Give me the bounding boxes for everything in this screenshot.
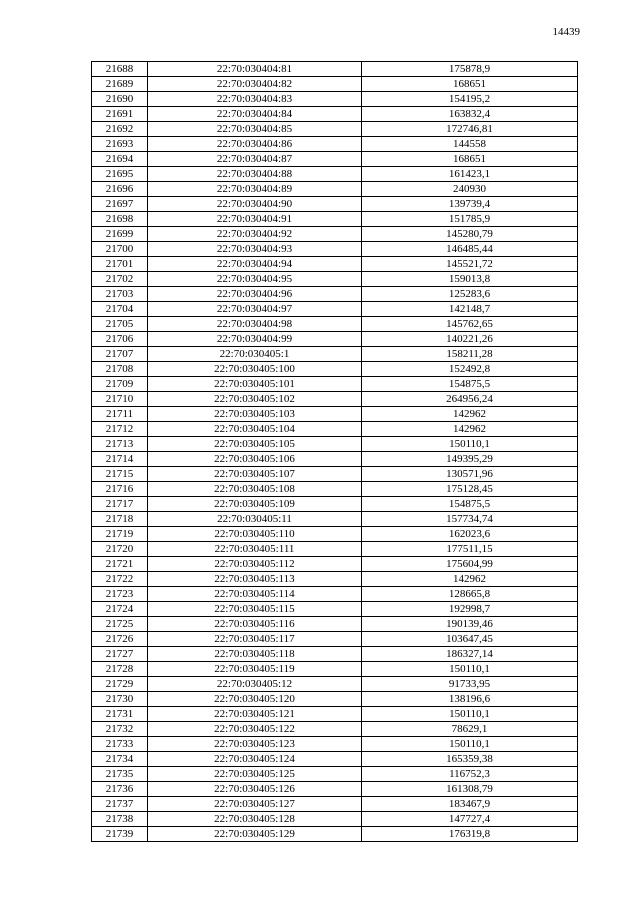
table-row bbox=[92, 152, 578, 167]
row-number-cell: 21718 bbox=[92, 512, 148, 527]
value-cell: 154195,2 bbox=[362, 92, 578, 107]
cadastral-number-cell: 22:70:030405:11 bbox=[148, 512, 362, 527]
cadastral-number-cell: 22:70:030404:99 bbox=[148, 332, 362, 347]
row-number-cell: 21730 bbox=[92, 692, 148, 707]
value-cell: 161423,1 bbox=[362, 167, 578, 182]
table-row bbox=[92, 92, 578, 107]
cadastral-number-cell: 22:70:030405:114 bbox=[148, 587, 362, 602]
cadastral-number-cell: 22:70:030404:84 bbox=[148, 107, 362, 122]
row-number-cell: 21689 bbox=[92, 77, 148, 92]
page-number: 14439 bbox=[552, 26, 580, 38]
row-number-cell: 21694 bbox=[92, 152, 148, 167]
cadastral-number-cell: 22:70:030404:87 bbox=[148, 152, 362, 167]
table-row bbox=[92, 617, 578, 632]
value-cell: 150110,1 bbox=[362, 707, 578, 722]
row-number-cell: 21720 bbox=[92, 542, 148, 557]
cadastral-number-cell: 22:70:030405:100 bbox=[148, 362, 362, 377]
table-row bbox=[92, 62, 578, 77]
table-row bbox=[92, 542, 578, 557]
row-number-cell: 21727 bbox=[92, 647, 148, 662]
value-cell: 190139,46 bbox=[362, 617, 578, 632]
table-row bbox=[92, 242, 578, 257]
table-row bbox=[92, 197, 578, 212]
cadastral-number-cell: 22:70:030404:83 bbox=[148, 92, 362, 107]
row-number-cell: 21698 bbox=[92, 212, 148, 227]
table-row bbox=[92, 812, 578, 827]
value-cell: 157734,74 bbox=[362, 512, 578, 527]
table-row bbox=[92, 797, 578, 812]
row-number-cell: 21738 bbox=[92, 812, 148, 827]
cadastral-number-cell: 22:70:030404:97 bbox=[148, 302, 362, 317]
row-number-cell: 21691 bbox=[92, 107, 148, 122]
row-number-cell: 21709 bbox=[92, 377, 148, 392]
cadastral-number-cell: 22:70:030404:98 bbox=[148, 317, 362, 332]
value-cell: 183467,9 bbox=[362, 797, 578, 812]
row-number-cell: 21732 bbox=[92, 722, 148, 737]
value-cell: 150110,1 bbox=[362, 437, 578, 452]
value-cell: 175878,9 bbox=[362, 62, 578, 77]
table-row bbox=[92, 362, 578, 377]
cadastral-number-cell: 22:70:030404:82 bbox=[148, 77, 362, 92]
table-row bbox=[92, 587, 578, 602]
value-cell: 139739,4 bbox=[362, 197, 578, 212]
table-row bbox=[92, 287, 578, 302]
table-row bbox=[92, 527, 578, 542]
table-row bbox=[92, 677, 578, 692]
cadastral-number-cell: 22:70:030405:102 bbox=[148, 392, 362, 407]
table-row bbox=[92, 212, 578, 227]
cadastral-number-cell: 22:70:030405:101 bbox=[148, 377, 362, 392]
value-cell: 91733,95 bbox=[362, 677, 578, 692]
row-number-cell: 21712 bbox=[92, 422, 148, 437]
row-number-cell: 21696 bbox=[92, 182, 148, 197]
row-number-cell: 21739 bbox=[92, 827, 148, 842]
row-number-cell: 21725 bbox=[92, 617, 148, 632]
row-number-cell: 21733 bbox=[92, 737, 148, 752]
row-number-cell: 21711 bbox=[92, 407, 148, 422]
row-number-cell: 21703 bbox=[92, 287, 148, 302]
table-row bbox=[92, 497, 578, 512]
cadastral-number-cell: 22:70:030404:92 bbox=[148, 227, 362, 242]
value-cell: 177511,15 bbox=[362, 542, 578, 557]
table-row bbox=[92, 347, 578, 362]
value-cell: 172746,81 bbox=[362, 122, 578, 137]
row-number-cell: 21715 bbox=[92, 467, 148, 482]
row-number-cell: 21706 bbox=[92, 332, 148, 347]
row-number-cell: 21726 bbox=[92, 632, 148, 647]
value-cell: 158211,28 bbox=[362, 347, 578, 362]
row-number-cell: 21700 bbox=[92, 242, 148, 257]
row-number-cell: 21707 bbox=[92, 347, 148, 362]
table-row bbox=[92, 272, 578, 287]
registry-table bbox=[91, 61, 578, 842]
cadastral-number-cell: 22:70:030404:91 bbox=[148, 212, 362, 227]
value-cell: 159013,8 bbox=[362, 272, 578, 287]
value-cell: 146485,44 bbox=[362, 242, 578, 257]
cadastral-number-cell: 22:70:030405:126 bbox=[148, 782, 362, 797]
row-number-cell: 21729 bbox=[92, 677, 148, 692]
table-row bbox=[92, 722, 578, 737]
row-number-cell: 21697 bbox=[92, 197, 148, 212]
row-number-cell: 21719 bbox=[92, 527, 148, 542]
cadastral-number-cell: 22:70:030404:88 bbox=[148, 167, 362, 182]
cadastral-number-cell: 22:70:030405:129 bbox=[148, 827, 362, 842]
table-row bbox=[92, 707, 578, 722]
table-row bbox=[92, 737, 578, 752]
cadastral-number-cell: 22:70:030404:94 bbox=[148, 257, 362, 272]
table-row bbox=[92, 182, 578, 197]
row-number-cell: 21714 bbox=[92, 452, 148, 467]
table-row bbox=[92, 572, 578, 587]
row-number-cell: 21723 bbox=[92, 587, 148, 602]
row-number-cell: 21704 bbox=[92, 302, 148, 317]
cadastral-number-cell: 22:70:030405:111 bbox=[148, 542, 362, 557]
cadastral-number-cell: 22:70:030404:96 bbox=[148, 287, 362, 302]
table-row bbox=[92, 512, 578, 527]
value-cell: 150110,1 bbox=[362, 662, 578, 677]
cadastral-number-cell: 22:70:030405:128 bbox=[148, 812, 362, 827]
value-cell: 162023,6 bbox=[362, 527, 578, 542]
value-cell: 151785,9 bbox=[362, 212, 578, 227]
cadastral-number-cell: 22:70:030405:108 bbox=[148, 482, 362, 497]
row-number-cell: 21736 bbox=[92, 782, 148, 797]
registry-table-body bbox=[92, 62, 578, 842]
row-number-cell: 21701 bbox=[92, 257, 148, 272]
value-cell: 144558 bbox=[362, 137, 578, 152]
row-number-cell: 21695 bbox=[92, 167, 148, 182]
cadastral-number-cell: 22:70:030405:127 bbox=[148, 797, 362, 812]
table-row bbox=[92, 482, 578, 497]
table-row bbox=[92, 422, 578, 437]
row-number-cell: 21710 bbox=[92, 392, 148, 407]
table-row bbox=[92, 122, 578, 137]
table-row bbox=[92, 662, 578, 677]
cadastral-number-cell: 22:70:030404:93 bbox=[148, 242, 362, 257]
cadastral-number-cell: 22:70:030405:115 bbox=[148, 602, 362, 617]
table-row bbox=[92, 107, 578, 122]
value-cell: 150110,1 bbox=[362, 737, 578, 752]
row-number-cell: 21692 bbox=[92, 122, 148, 137]
row-number-cell: 21690 bbox=[92, 92, 148, 107]
cadastral-number-cell: 22:70:030405:107 bbox=[148, 467, 362, 482]
table-row bbox=[92, 602, 578, 617]
table-row bbox=[92, 467, 578, 482]
value-cell: 142148,7 bbox=[362, 302, 578, 317]
value-cell: 154875,5 bbox=[362, 497, 578, 512]
cadastral-number-cell: 22:70:030405:119 bbox=[148, 662, 362, 677]
cadastral-number-cell: 22:70:030405:122 bbox=[148, 722, 362, 737]
cadastral-number-cell: 22:70:030404:95 bbox=[148, 272, 362, 287]
row-number-cell: 21716 bbox=[92, 482, 148, 497]
value-cell: 103647,45 bbox=[362, 632, 578, 647]
value-cell: 186327,14 bbox=[362, 647, 578, 662]
table-row bbox=[92, 632, 578, 647]
table-row bbox=[92, 827, 578, 842]
cadastral-number-cell: 22:70:030404:86 bbox=[148, 137, 362, 152]
value-cell: 128665,8 bbox=[362, 587, 578, 602]
cadastral-number-cell: 22:70:030405:113 bbox=[148, 572, 362, 587]
row-number-cell: 21734 bbox=[92, 752, 148, 767]
value-cell: 168651 bbox=[362, 77, 578, 92]
table-row bbox=[92, 257, 578, 272]
cadastral-number-cell: 22:70:030405:1 bbox=[148, 347, 362, 362]
value-cell: 145521,72 bbox=[362, 257, 578, 272]
table-row bbox=[92, 407, 578, 422]
value-cell: 264956,24 bbox=[362, 392, 578, 407]
row-number-cell: 21699 bbox=[92, 227, 148, 242]
row-number-cell: 21717 bbox=[92, 497, 148, 512]
value-cell: 140221,26 bbox=[362, 332, 578, 347]
cadastral-number-cell: 22:70:030405:116 bbox=[148, 617, 362, 632]
row-number-cell: 21728 bbox=[92, 662, 148, 677]
table-row bbox=[92, 77, 578, 92]
value-cell: 168651 bbox=[362, 152, 578, 167]
row-number-cell: 21737 bbox=[92, 797, 148, 812]
row-number-cell: 21724 bbox=[92, 602, 148, 617]
table-row bbox=[92, 767, 578, 782]
value-cell: 130571,96 bbox=[362, 467, 578, 482]
table-row bbox=[92, 437, 578, 452]
row-number-cell: 21693 bbox=[92, 137, 148, 152]
cadastral-number-cell: 22:70:030405:109 bbox=[148, 497, 362, 512]
cadastral-number-cell: 22:70:030404:89 bbox=[148, 182, 362, 197]
value-cell: 149395,29 bbox=[362, 452, 578, 467]
cadastral-number-cell: 22:70:030405:125 bbox=[148, 767, 362, 782]
value-cell: 154875,5 bbox=[362, 377, 578, 392]
value-cell: 165359,38 bbox=[362, 752, 578, 767]
row-number-cell: 21735 bbox=[92, 767, 148, 782]
row-number-cell: 21731 bbox=[92, 707, 148, 722]
value-cell: 161308,79 bbox=[362, 782, 578, 797]
cadastral-number-cell: 22:70:030405:104 bbox=[148, 422, 362, 437]
value-cell: 175128,45 bbox=[362, 482, 578, 497]
value-cell: 147727,4 bbox=[362, 812, 578, 827]
value-cell: 142962 bbox=[362, 422, 578, 437]
table-row bbox=[92, 377, 578, 392]
cadastral-number-cell: 22:70:030405:123 bbox=[148, 737, 362, 752]
table-row bbox=[92, 317, 578, 332]
value-cell: 192998,7 bbox=[362, 602, 578, 617]
table-row bbox=[92, 227, 578, 242]
row-number-cell: 21721 bbox=[92, 557, 148, 572]
table-row bbox=[92, 452, 578, 467]
value-cell: 176319,8 bbox=[362, 827, 578, 842]
cadastral-number-cell: 22:70:030405:12 bbox=[148, 677, 362, 692]
value-cell: 116752,3 bbox=[362, 767, 578, 782]
cadastral-number-cell: 22:70:030404:90 bbox=[148, 197, 362, 212]
table-row bbox=[92, 392, 578, 407]
value-cell: 240930 bbox=[362, 182, 578, 197]
cadastral-number-cell: 22:70:030405:121 bbox=[148, 707, 362, 722]
row-number-cell: 21708 bbox=[92, 362, 148, 377]
cadastral-number-cell: 22:70:030405:105 bbox=[148, 437, 362, 452]
cadastral-number-cell: 22:70:030405:106 bbox=[148, 452, 362, 467]
value-cell: 145280,79 bbox=[362, 227, 578, 242]
value-cell: 125283,6 bbox=[362, 287, 578, 302]
cadastral-number-cell: 22:70:030405:117 bbox=[148, 632, 362, 647]
cadastral-number-cell: 22:70:030405:124 bbox=[148, 752, 362, 767]
table-row bbox=[92, 647, 578, 662]
cadastral-number-cell: 22:70:030405:112 bbox=[148, 557, 362, 572]
table-row bbox=[92, 332, 578, 347]
value-cell: 163832,4 bbox=[362, 107, 578, 122]
cadastral-number-cell: 22:70:030405:110 bbox=[148, 527, 362, 542]
table-row bbox=[92, 137, 578, 152]
cadastral-number-cell: 22:70:030405:103 bbox=[148, 407, 362, 422]
cadastral-number-cell: 22:70:030405:120 bbox=[148, 692, 362, 707]
table-row bbox=[92, 302, 578, 317]
cadastral-number-cell: 22:70:030405:118 bbox=[148, 647, 362, 662]
row-number-cell: 21722 bbox=[92, 572, 148, 587]
value-cell: 152492,8 bbox=[362, 362, 578, 377]
table-row bbox=[92, 692, 578, 707]
row-number-cell: 21702 bbox=[92, 272, 148, 287]
table-row bbox=[92, 782, 578, 797]
value-cell: 138196,6 bbox=[362, 692, 578, 707]
cadastral-number-cell: 22:70:030404:81 bbox=[148, 62, 362, 77]
value-cell: 145762,65 bbox=[362, 317, 578, 332]
row-number-cell: 21705 bbox=[92, 317, 148, 332]
table-row bbox=[92, 752, 578, 767]
value-cell: 142962 bbox=[362, 572, 578, 587]
value-cell: 175604,99 bbox=[362, 557, 578, 572]
row-number-cell: 21688 bbox=[92, 62, 148, 77]
value-cell: 78629,1 bbox=[362, 722, 578, 737]
table-row bbox=[92, 557, 578, 572]
value-cell: 142962 bbox=[362, 407, 578, 422]
table-row bbox=[92, 167, 578, 182]
cadastral-number-cell: 22:70:030404:85 bbox=[148, 122, 362, 137]
row-number-cell: 21713 bbox=[92, 437, 148, 452]
